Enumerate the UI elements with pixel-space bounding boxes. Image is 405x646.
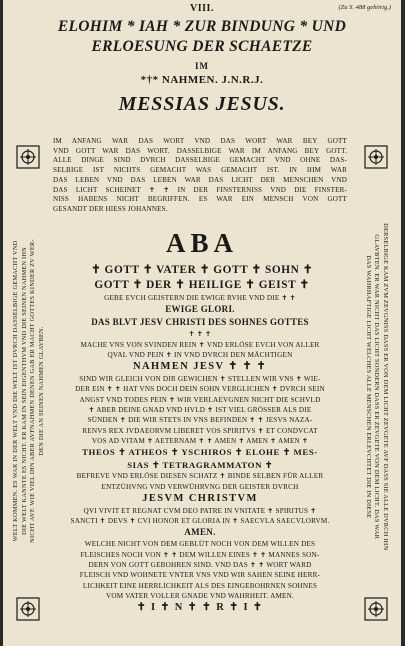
- title-line-2: ERLOESUNG DER SCHAETZE: [91, 38, 313, 55]
- prayer-line: THEOS ✝ ATHEOS ✝ YSCHIROS ✝ ELOHE ✝ MES-: [82, 447, 318, 458]
- prayer-line: MACHE VNS VON SVINDEN REIN ✝ VND ERLÖSE EVCH VON ALLER: [80, 340, 320, 349]
- intro-line: ALLE DINGE SIND DVRCH DASSELBIGE GEMACHT VND OHNE DAS-: [53, 156, 347, 165]
- prayer-line: SIND WIR GLEICH VON DIR GEWICHEN ✝ STELLEN WIR VNS ✝ WIE-: [79, 375, 321, 384]
- page-reference: (Zu S. 488 gehörig.): [338, 4, 391, 11]
- prayer-block: [51, 293, 349, 615]
- side-line: DEN DIE AN SEINEN NAHMEN GLAVBEN.: [37, 326, 45, 456]
- title-messias: MESSIAS JESUS.: [118, 93, 286, 115]
- prayer-line: ✝ I ✝ N ✝ ✝ R ✝ I ✝: [136, 602, 264, 614]
- prayer-line: ✝ ✝ ✝: [188, 330, 212, 339]
- prayer-line: SIAS ✝ TETRAGRAMMATON ✝: [127, 459, 273, 470]
- intro-line: NISS HABENS NICHT BEGRIFFEN. ES WAR EIN MENSCH VON GOTT: [53, 195, 347, 204]
- prayer-line: SANCTI ✝ DEVS ✝ CVI HONOR ET GLORIA IN ✝ SAECVLA SAECVLORVM.: [70, 517, 330, 526]
- side-line: WELT KOMMEN. ES WAR IN DER WELT VND DIE WELT IST DVRCH DASSELBIGE GEMACHT VND: [12, 240, 19, 542]
- side-line: DERSELBIGE KAM ZVM ZEVGNISS DASS ER VON DEM LICHT ZEVGETE AVF DASS SIE ALLE DVRCH IHN: [381, 223, 389, 551]
- prayer-line: NAHMEN JESV ✝ ✝ ✝: [132, 361, 267, 373]
- side-line: DIE WELT KANNTE ES NICHT. ER KAM IN SEIN EIGENTHVM VND DIE SEINEN NAHMEN IHN: [20, 246, 28, 536]
- page-number: VIII.: [190, 3, 214, 14]
- prayer-line: SÜNDEN ✝ DIE WIR STETS IN VNS BEFINDEN ✝ ✝ JESVS NAZA-: [87, 416, 313, 425]
- title-im: IM: [195, 61, 209, 71]
- gott-line-2: GOTT ✝ DER ✝ HEILIGE ✝ GEIST ✝: [94, 279, 310, 291]
- side-text-right: [363, 137, 389, 637]
- prayer-line: DAS BLVT JESV CHRISTI DES SOHNES GOTTES: [91, 317, 309, 328]
- prayer-line: GEBE EVCH GEISTERN DIE EWIGE RVHE VND DIE ✝ ✝: [104, 294, 296, 302]
- side-line: GLAVBTEN. ER WAR NICHT DAS LICHT SONDERN DASS ER ZEVGETE VON DEM LICHT. DAS WAR: [373, 234, 381, 540]
- document-page: [3, 0, 401, 646]
- intro-line: DAS LICHT SCHEINET ✝ ✝ IN DER FINSTERNISS VND DIE FINSTER-: [53, 185, 347, 194]
- intro-paragraph: [53, 137, 347, 215]
- intro-line: DAS LEBEN VND DAS LEBEN WAR DAS LICHT DER MENSCHEN VND: [53, 175, 347, 184]
- prayer-line: WELCHE NICHT VON DEM GEBLÜT NOCH VON DEM WILLEN DES: [84, 540, 316, 549]
- prayer-line: LICHKEIT EINE HERRLICHKEIT ALS DES EINGEBOHRNEN SOHNES: [82, 581, 318, 590]
- prayer-line: AMEN.: [184, 527, 216, 538]
- title-line-1: ELOHIM * IAH * ZUR BINDUNG * UND: [57, 18, 347, 35]
- side-line: NICHT AVF. WIE VIEL IHN ABER AVFNAHMEN DENEN GAB ER MACHT GOTTES KINDER ZV WER-: [29, 239, 36, 543]
- prayer-line: FLEISCHES NOCH VON ✝ ✝ DEM WILLEN EINES ✝ ✝ MANNES SON-: [80, 550, 320, 559]
- title-nahmen: *†* NAHMEN. J.N.R.J.: [140, 74, 264, 86]
- prayer-line: FLEISCH VND WOHNETE VNTER VNS VND WIR SAHEN SEINE HERR-: [79, 571, 321, 580]
- prayer-line: EWIGE GLORI.: [165, 304, 235, 315]
- prayer-line: VOM VATER VOLLER GNADE VND WAHRHEIT. AMEN.: [105, 591, 295, 600]
- intro-line: VND GOTT WAR DAS WORT. DASSELBIGE WAR IM ANFANG BEY GOTT.: [53, 146, 347, 155]
- prayer-line: BEFREVE VND ERLÖSE DIESEN SCHATZ ✝ BINDE SELBEN FÜR ALLER: [76, 472, 324, 481]
- intro-line: IM ANFANG WAR DAS WORT VND DAS WORT WAR BEY GOTT: [53, 137, 347, 145]
- prayer-line: ✝ ABER DEINE GNAD VND HVLD ✝ IST VIEL GRÖSSER ALS DIE: [88, 406, 312, 415]
- prayer-line: DER EIN ✝ ✝ HAT VNS DOCH DEIN SOHN VERGLICHEN ✝ DVRCH SEIN: [75, 385, 325, 394]
- prayer-line: ANGST VND TODES PEIN ✝ WIR VERLAEVGNEN NICHT DIE SCHVLD: [79, 395, 321, 404]
- prayer-line: QVI VIVIT ET REGNAT CVM DEO PATRE IN VNITATE ✝ SPIRITUS ✝: [83, 506, 317, 515]
- prayer-line: JESVM CHRISTVM: [142, 492, 258, 504]
- intro-line: SELBIGE IST NICHTS GEMACHT WAS GEMACHT IST. IN IHM WAR: [53, 166, 347, 175]
- prayer-line: DERN VON GOTT GEBOHREN SIND. VND DAS ✝ ✝ WORT WARD: [88, 561, 312, 570]
- prayer-line: VOS AD VITAM ✝ AETERNAM ✝ ✝ AMEN ✝ AMEN ✝ AMEN ✝: [91, 436, 309, 445]
- prayer-line: ENTZÜHVNG VND VERWÜHRVNG DER GEISTER DVRCH: [101, 482, 299, 491]
- side-line: DAS WAHRHAFTIGE LICHT WELCHES ALLE MENSCHEN ERLEVCHTET DIE IN DIESE: [364, 255, 372, 519]
- prayer-line: QVAL VND PEIN ✝ IN VND DVRCH DEN MÄCHTIGEN: [107, 350, 293, 359]
- intro-line: GESANDT DER HIESS JOHANNES.: [53, 204, 168, 213]
- aba-heading: ABA: [165, 228, 238, 258]
- gott-line-1: ✝ GOTT ✝ VATER ✝ GOTT ✝ SOHN ✝: [91, 264, 313, 276]
- side-text-left: [12, 141, 46, 641]
- prayer-line: RENVS REX JVDAEORVM LIBERET VOS SPIRITVS ✝ ET CONDVCAT: [82, 426, 318, 435]
